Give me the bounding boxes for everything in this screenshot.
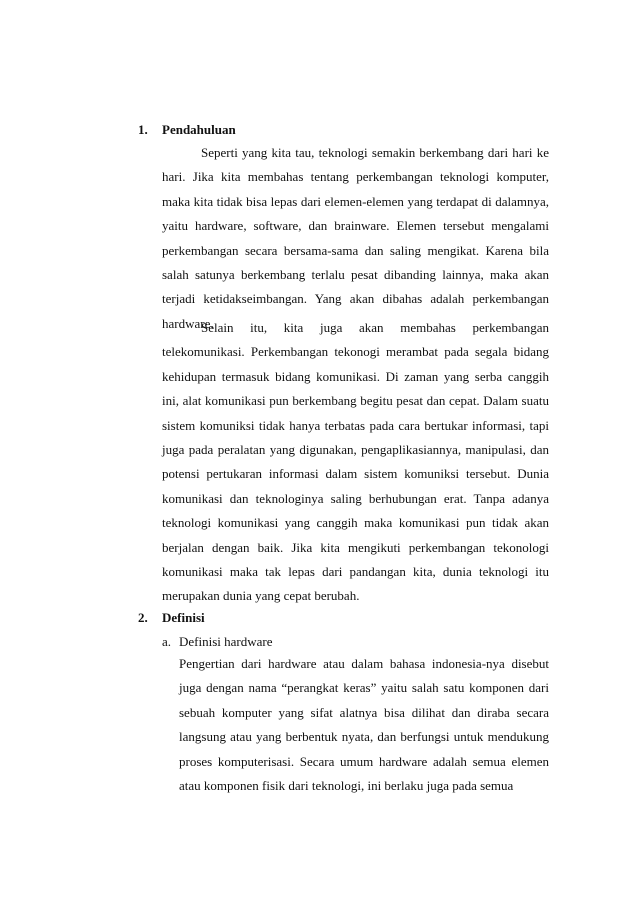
section-title: Definisi <box>162 610 205 625</box>
section-heading-definisi <box>138 610 205 626</box>
subsection-heading-definisi-hardware <box>162 634 273 650</box>
section-heading-pendahuluan <box>138 122 236 138</box>
paragraph-intro-telecommunication: Selain itu, kita juga akan membahas perkembangan telekomunikasi. Perkembangan tekonogi merambat pada segala bidang kehidupan termasuk bidang komunikasi. Di zaman yang serba canggih ini, alat komunikasi pun berkembang begitu pesat dan cepat. Dalam suatu sistem komuniksi tidak hanya terbatas pada cara bertukar informasi, tapi juga pada peralatan yang digunakan, pengaplikasiannya, manipulasi, dan potensi pertukaran informasi dalam sistem komuniksi tersebut. Dunia komunikasi dan teknologinya saling berhubungan erat. Tanpa adanya teknologi komunikasi yang canggih maka komunikasi pun tidak akan berjalan dengan baik. Jika kita mengikuti perkembangan tekonologi komunikasi maka tak lepas dari pandangan kita, dunia teknologi itu merupakan dunia yang cepat berubah. <box>162 320 549 604</box>
subsection-letter: a. <box>162 634 172 649</box>
subsection-title: Definisi hardware <box>179 634 273 649</box>
section-number: 1. <box>138 122 148 137</box>
paragraph-definisi-hardware: Pengertian dari hardware atau dalam bahasa indonesia-nya disebut juga dengan nama “perangkat keras” yaitu salah satu komponen dari sebuah komputer yang sifat alatnya bisa dilihat dan diraba secara langsung atau yang berbentuk nyata, dan berfungsi untuk mendukung proses komputerisasi. Secara umum hardware adalah semua elemen atau komponen fisik dari teknologi, ini berlaku juga pada semua <box>179 656 549 794</box>
section-number: 2. <box>138 610 148 625</box>
section-title: Pendahuluan <box>162 122 236 137</box>
paragraph-intro-technology: Seperti yang kita tau, teknologi semakin berkembang dari hari ke hari. Jika kita membahas tentang perkembangan teknologi komputer, maka kita tidak bisa lepas dari elemen-elemen yang terdapat di dalamnya, yaitu hardware, software, dan brainware. Elemen tersebut mengalami perkembangan secara bersama-sama dan saling mengikat. Karena bila salah satunya berkembang terlalu pesat dibanding lainnya, maka akan terjadi ketidakseimbangan. Yang akan dibahas adalah perkembangan hardware. <box>162 145 549 331</box>
